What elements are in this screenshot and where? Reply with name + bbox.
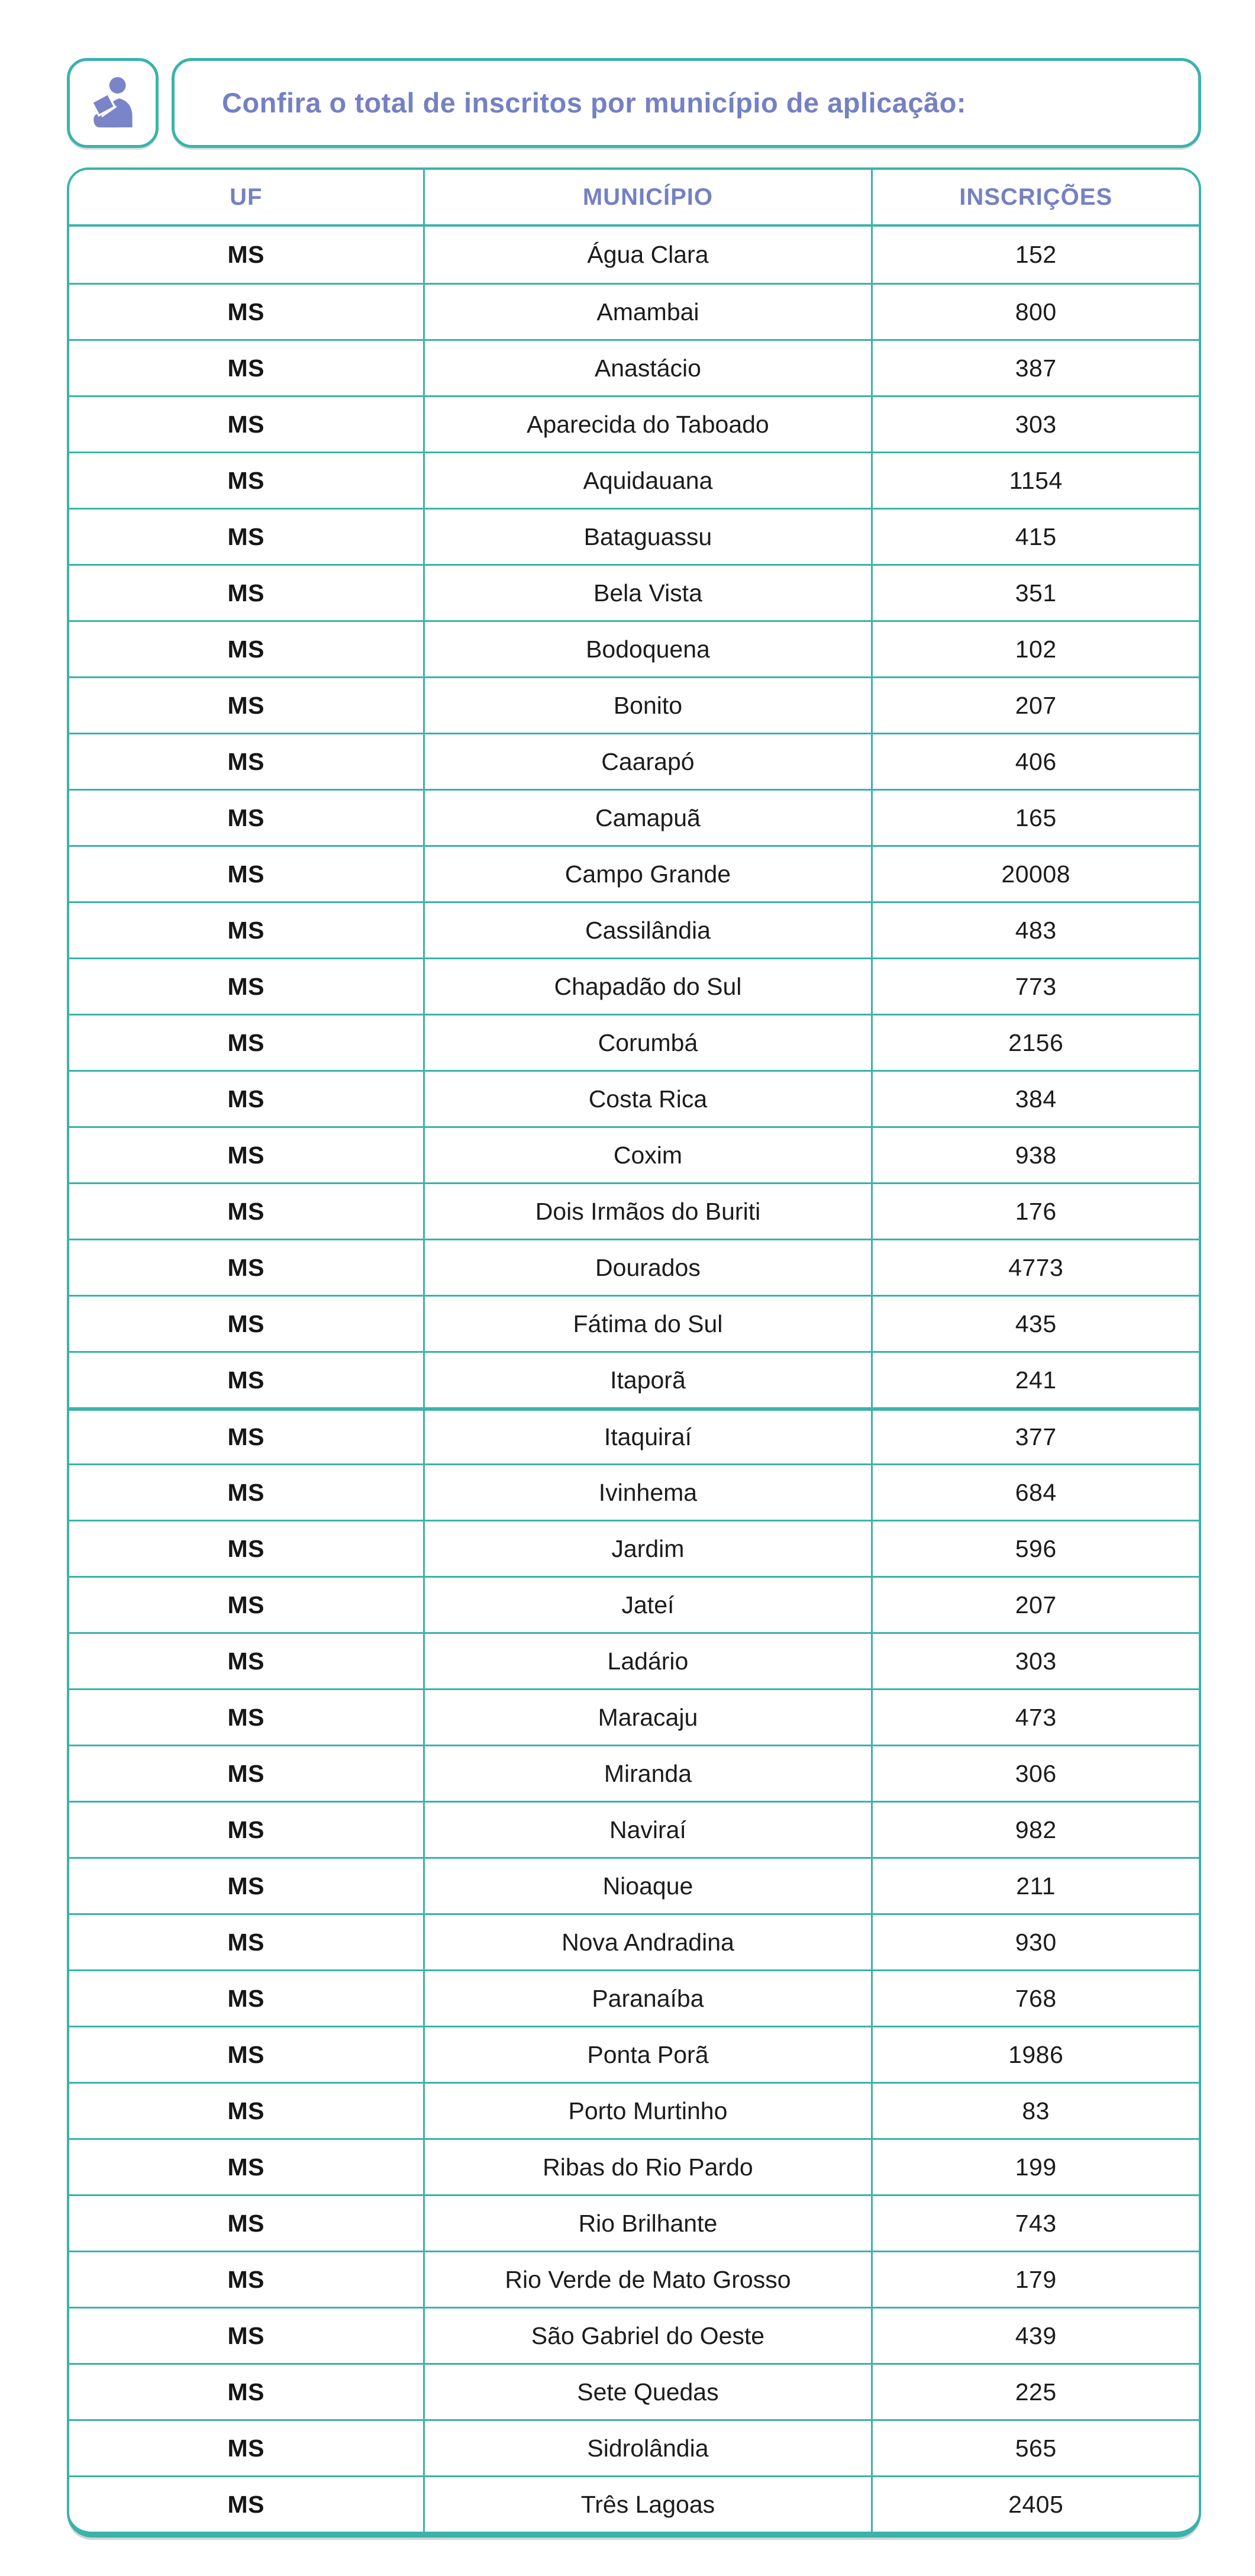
cell-municipio: Caarapó [423, 734, 872, 789]
table-row [69, 2363, 1199, 2419]
cell-uf: MS [227, 1534, 264, 1562]
cell-uf: MS [227, 1253, 264, 1281]
table-row [69, 564, 1199, 620]
cell-inscricoes: 83 [871, 2084, 1199, 2138]
table-row [69, 1126, 1199, 1182]
cell-municipio: São Gabriel do Oeste [423, 2309, 872, 2363]
cell-uf: MS [227, 1703, 264, 1731]
cell-inscricoes: 207 [871, 1578, 1199, 1632]
cell-inscricoes: 199 [871, 2140, 1199, 2194]
table-row [69, 2194, 1199, 2251]
cell-municipio: Paranaíba [423, 1971, 872, 2026]
cell-inscricoes: 165 [871, 791, 1199, 845]
cell-uf: MS [227, 354, 264, 382]
table-row [69, 1632, 1199, 1688]
cell-inscricoes: 211 [871, 1859, 1199, 1913]
cell-uf: MS [227, 2434, 264, 2462]
cell-uf: MS [227, 2040, 264, 2068]
table-row [69, 508, 1199, 564]
table-row [69, 1014, 1199, 1070]
cell-municipio: Ribas do Rio Pardo [423, 2140, 872, 2194]
table-body [69, 227, 1199, 2532]
cell-inscricoes: 982 [871, 1803, 1199, 1857]
cell-municipio: Cassilândia [423, 903, 872, 957]
cell-uf: MS [227, 635, 264, 663]
cell-inscricoes: 179 [871, 2252, 1199, 2307]
cell-inscricoes: 415 [871, 510, 1199, 564]
cell-municipio: Jardim [423, 1521, 872, 1576]
cell-municipio: Miranda [423, 1746, 872, 1801]
cell-uf: MS [227, 747, 264, 775]
cell-inscricoes: 773 [871, 959, 1199, 1014]
cell-inscricoes: 4773 [871, 1240, 1199, 1295]
cell-municipio: Três Lagoas [423, 2477, 872, 2532]
table-row [69, 1407, 1199, 1463]
cell-inscricoes: 435 [871, 1297, 1199, 1351]
cell-inscricoes: 483 [871, 903, 1199, 957]
cell-municipio: Nova Andradina [423, 1915, 872, 1969]
table-row [69, 339, 1199, 395]
cell-inscricoes: 684 [871, 1465, 1199, 1520]
table-row [69, 1463, 1199, 1520]
cell-inscricoes: 207 [871, 678, 1199, 733]
table-row [69, 1295, 1199, 1351]
cell-municipio: Camapuã [423, 791, 872, 845]
cell-municipio: Itaporã [423, 1353, 872, 1407]
cell-municipio: Costa Rica [423, 1072, 872, 1126]
cell-inscricoes: 743 [871, 2196, 1199, 2251]
cell-uf: MS [227, 2265, 264, 2293]
cell-inscricoes: 387 [871, 341, 1199, 395]
cell-uf: MS [227, 1591, 264, 1619]
table-row [69, 283, 1199, 339]
table-row [69, 2082, 1199, 2138]
cell-inscricoes: 768 [871, 1971, 1199, 2026]
cell-municipio: Nioaque [423, 1859, 872, 1913]
cell-municipio: Anastácio [423, 341, 872, 395]
table-row [69, 1520, 1199, 1576]
cell-uf: MS [227, 1647, 264, 1675]
cell-municipio: Rio Verde de Mato Grosso [423, 2252, 872, 2307]
page-header [67, 58, 1201, 148]
table-row [69, 1801, 1199, 1857]
cell-inscricoes: 102 [871, 622, 1199, 676]
cell-uf: MS [227, 2378, 264, 2406]
cell-inscricoes: 473 [871, 1690, 1199, 1745]
cell-municipio: Corumbá [423, 1015, 872, 1070]
cell-uf: MS [227, 298, 264, 325]
cell-inscricoes: 377 [871, 1411, 1199, 1463]
cell-uf: MS [227, 1366, 264, 1394]
cell-municipio: Ponta Porã [423, 2027, 872, 2082]
cell-inscricoes: 20008 [871, 847, 1199, 901]
cell-uf: MS [227, 466, 264, 494]
table-row [69, 1576, 1199, 1632]
table-header-row [69, 170, 1199, 227]
cell-inscricoes: 384 [871, 1072, 1199, 1126]
table-row [69, 789, 1199, 845]
table-row [69, 1745, 1199, 1801]
table-row [69, 2307, 1199, 2363]
cell-municipio: Ladário [423, 1634, 872, 1688]
cell-inscricoes: 241 [871, 1353, 1199, 1407]
inscriptions-table [67, 167, 1201, 2538]
cell-municipio: Bodoquena [423, 622, 872, 676]
table-row [69, 620, 1199, 676]
cell-uf: MS [227, 2153, 264, 2181]
cell-municipio: Rio Brilhante [423, 2196, 872, 2251]
table-row [69, 676, 1199, 733]
table-row [69, 2026, 1199, 2082]
cell-inscricoes: 800 [871, 285, 1199, 339]
cell-inscricoes: 439 [871, 2309, 1199, 2363]
cell-uf: MS [227, 1816, 264, 1843]
cell-municipio: Bela Vista [423, 566, 872, 620]
column-header-uf: UF [230, 183, 263, 210]
cell-municipio: Coxim [423, 1128, 872, 1182]
table-row [69, 2138, 1199, 2194]
table-row [69, 1688, 1199, 1745]
cell-uf: MS [227, 860, 264, 888]
cell-municipio: Chapadão do Sul [423, 959, 872, 1014]
cell-uf: MS [227, 1984, 264, 2012]
cell-inscricoes: 2405 [871, 2477, 1199, 2532]
cell-municipio: Campo Grande [423, 847, 872, 901]
cell-municipio: Aquidauana [423, 453, 872, 508]
cell-municipio: Aparecida do Taboado [423, 397, 872, 452]
cell-municipio: Itaquiraí [423, 1411, 872, 1463]
icon-badge [67, 58, 159, 148]
cell-uf: MS [227, 916, 264, 944]
cell-uf: MS [227, 1928, 264, 1956]
cell-municipio: Ivinhema [423, 1465, 872, 1520]
cell-uf: MS [227, 804, 264, 831]
table-row [69, 1913, 1199, 1969]
cell-municipio: Dourados [423, 1240, 872, 1295]
table-row [69, 227, 1199, 283]
cell-municipio: Porto Murtinho [423, 2084, 872, 2138]
cell-inscricoes: 303 [871, 397, 1199, 452]
cell-inscricoes: 938 [871, 1128, 1199, 1182]
cell-municipio: Bataguassu [423, 510, 872, 564]
cell-inscricoes: 152 [871, 227, 1199, 283]
cell-uf: MS [227, 1478, 264, 1506]
column-header-municipio: MUNICÍPIO [423, 170, 872, 224]
cell-municipio: Sete Quedas [423, 2365, 872, 2419]
cell-inscricoes: 303 [871, 1634, 1199, 1688]
column-header-inscricoes: INSCRIÇÕES [871, 170, 1199, 224]
cell-inscricoes: 406 [871, 734, 1199, 789]
cell-uf: MS [227, 2490, 264, 2518]
cell-uf: MS [227, 523, 264, 550]
cell-municipio: Amambai [423, 285, 872, 339]
cell-inscricoes: 351 [871, 566, 1199, 620]
person-reading-book-icon [85, 73, 141, 133]
cell-municipio: Água Clara [423, 227, 872, 283]
content-area [67, 58, 1201, 2538]
cell-inscricoes: 930 [871, 1915, 1199, 1969]
cell-uf: MS [227, 1029, 264, 1056]
cell-uf: MS [227, 1197, 264, 1225]
table-row [69, 1070, 1199, 1126]
cell-municipio: Jateí [423, 1578, 872, 1632]
cell-municipio: Dois Irmãos do Buriti [423, 1184, 872, 1239]
cell-municipio: Fátima do Sul [423, 1297, 872, 1351]
table-row [69, 2419, 1199, 2475]
table-row [69, 2475, 1199, 2532]
table-row [69, 957, 1199, 1014]
cell-municipio: Maracaju [423, 1690, 872, 1745]
table-row [69, 901, 1199, 957]
cell-uf: MS [227, 1872, 264, 1900]
cell-uf: MS [227, 2097, 264, 2124]
table-row [69, 1182, 1199, 1239]
cell-uf: MS [227, 1085, 264, 1113]
cell-uf: MS [227, 691, 264, 719]
cell-inscricoes: 1986 [871, 2027, 1199, 2082]
cell-uf: MS [227, 1759, 264, 1787]
cell-inscricoes: 176 [871, 1184, 1199, 1239]
cell-uf: MS [227, 972, 264, 1000]
cell-inscricoes: 596 [871, 1521, 1199, 1576]
table-row [69, 452, 1199, 508]
table-row [69, 1351, 1199, 1407]
cell-uf: MS [227, 2322, 264, 2349]
table-row [69, 845, 1199, 901]
table-row [69, 1857, 1199, 1913]
cell-uf: MS [227, 2209, 264, 2237]
cell-inscricoes: 225 [871, 2365, 1199, 2419]
cell-inscricoes: 306 [871, 1746, 1199, 1801]
cell-uf: MS [227, 579, 264, 607]
cell-uf: MS [227, 410, 264, 438]
table-row [69, 395, 1199, 452]
cell-inscricoes: 1154 [871, 453, 1199, 508]
cell-inscricoes: 2156 [871, 1015, 1199, 1070]
table-row [69, 2251, 1199, 2307]
cell-uf: MS [227, 1141, 264, 1169]
table-row [69, 1239, 1199, 1295]
title-banner [172, 58, 1201, 148]
cell-municipio: Naviraí [423, 1803, 872, 1857]
cell-uf: MS [227, 241, 264, 268]
table-row [69, 733, 1199, 789]
cell-uf: MS [227, 1423, 264, 1450]
table-row [69, 1969, 1199, 2026]
cell-uf: MS [227, 1310, 264, 1337]
cell-municipio: Bonito [423, 678, 872, 733]
cell-inscricoes: 565 [871, 2421, 1199, 2475]
page-title: Confira o total de inscritos por município de aplicação: [222, 87, 967, 119]
cell-municipio: Sidrolândia [423, 2421, 872, 2475]
